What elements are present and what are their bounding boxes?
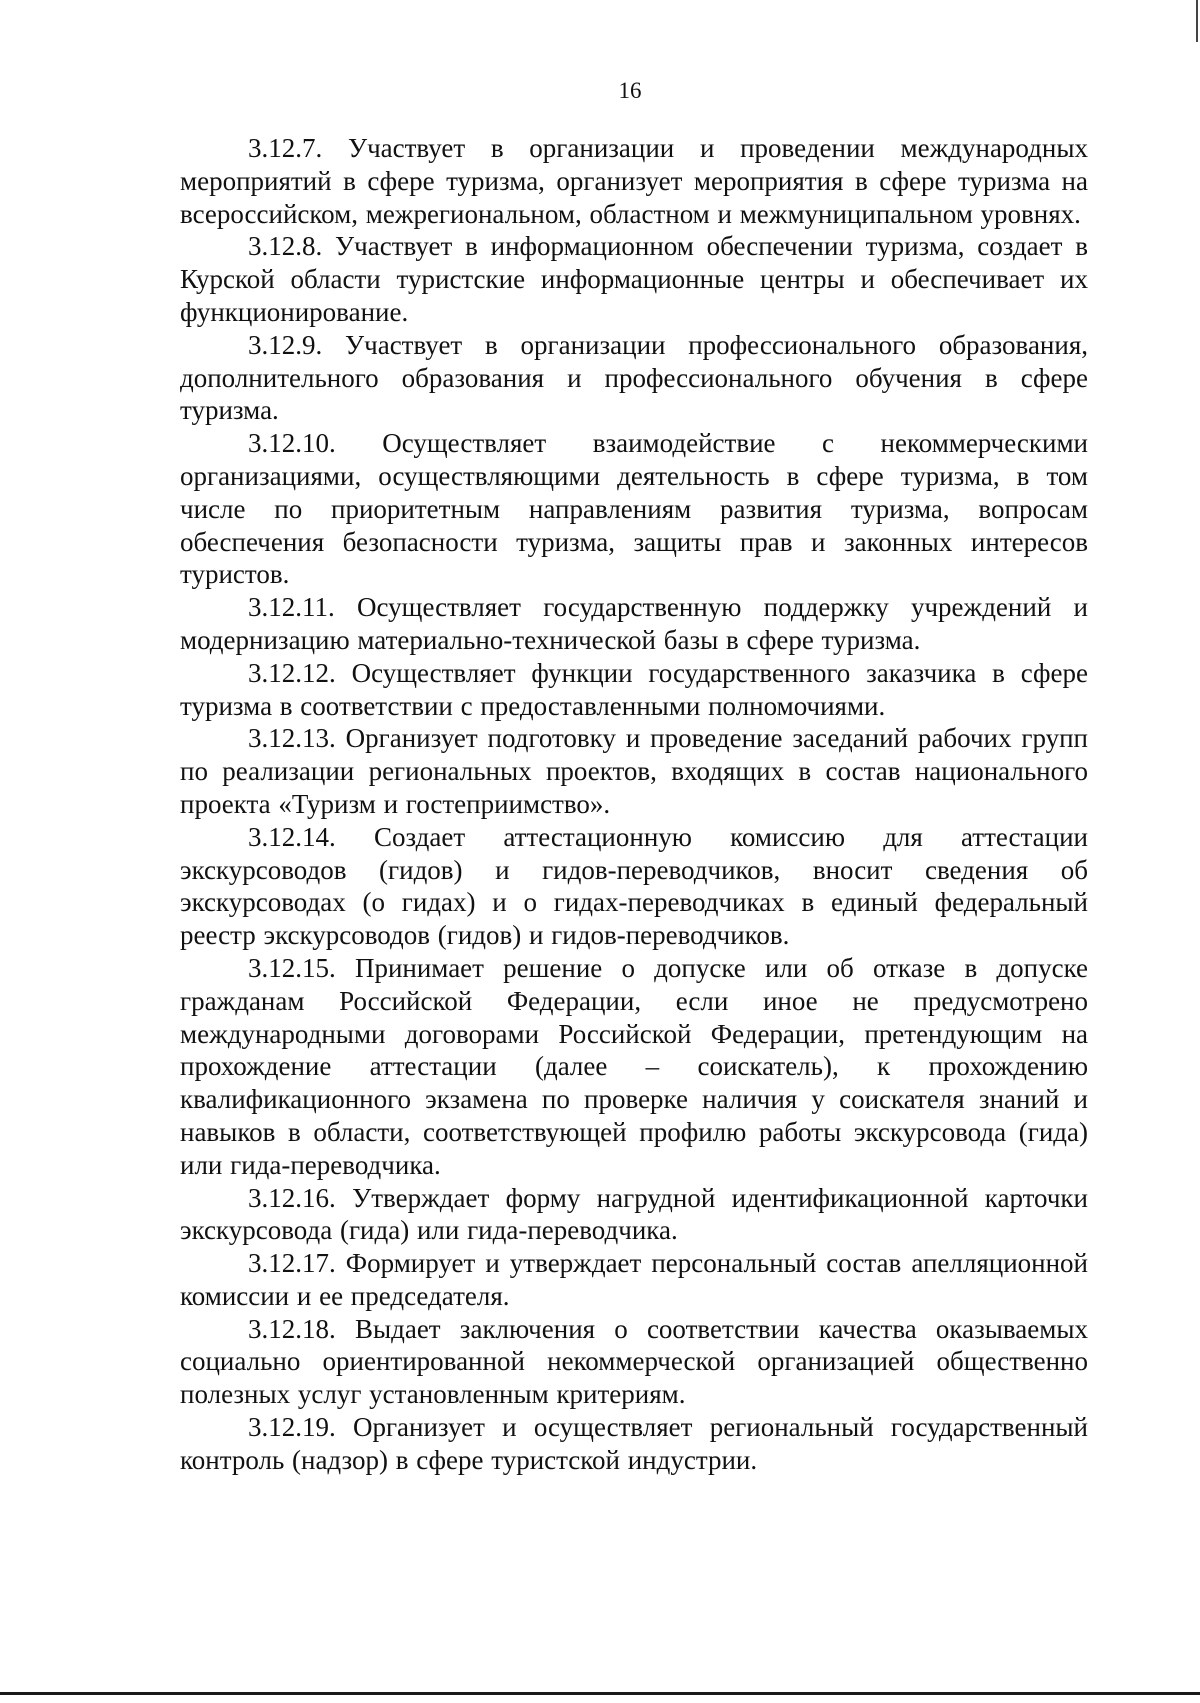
page-number: 16 <box>618 78 642 103</box>
paragraph-3-12-18: 3.12.18. Выдает заключения о соответствии качества оказываемых социально ориентированной некоммерческой организацией общественно полезных услуг установленным критериям. <box>180 1313 1088 1410</box>
paragraph-3-12-16: 3.12.16. Утверждает форму нагрудной идентификационной карточки экскурсовода (гида) или гида-переводчика. <box>180 1182 1088 1246</box>
document-body <box>180 132 1088 1477</box>
paragraph-3-12-19: 3.12.19. Организует и осуществляет региональный государственный контроль (надзор) в сфере туристской индустрии. <box>180 1412 1088 1475</box>
scan-edge-right <box>1196 0 1198 42</box>
paragraph-3-12-13: 3.12.13. Организует подготовку и проведение заседаний рабочих групп по реализации региональных проектов, входящих в состав национального проекта «Туризм и гостеприимство». <box>180 723 1088 819</box>
paragraph-3-12-10: 3.12.10. Осуществляет взаимодействие с некоммерческими организациями, осуществляющими деятельность в сфере туризма, в том числе по приоритетным направлениям развития туризма, вопросам обеспечения безопасности туризма, защиты прав и законных интересов туристов. <box>180 428 1088 590</box>
paragraph-3-12-11: 3.12.11. Осуществляет государственную поддержку учреждений и модернизацию материально-технической базы в сфере туризма. <box>180 592 1088 655</box>
paragraph-3-12-14: 3.12.14. Создает аттестационную комиссию для аттестации экскурсоводов (гидов) и гидов-переводчиков, вносит сведения об экскурсоводах (о гидах) и о гидах-переводчиках в единый федеральный реестр экскурсоводов (гидов) и гидов-переводчиков. <box>180 821 1088 951</box>
paragraph-3-12-15: 3.12.15. Принимает решение о допуске или об отказе в допуске гражданам Российской Федерации, если иное не предусмотрено международными договорами Российской Федерации, претендующим на прохождение аттестации (далее – соискатель), к прохождению квалификационного экзамена по проверке наличия у соискателя знаний и навыков в области, соответствующей профилю работы экскурсовода (гида) или гида-переводчика. <box>180 952 1088 1180</box>
paragraph-3-12-17: 3.12.17. Формирует и утверждает персональный состав апелляционной комиссии и ее председателя. <box>180 1248 1088 1311</box>
scan-edge-bottom <box>0 1692 1200 1695</box>
paragraph-3-12-9: 3.12.9. Участвует в организации профессионального образования, дополнительного образования и профессионального обучения в сфере туризма. <box>180 329 1088 426</box>
paragraph-3-12-12: 3.12.12. Осуществляет функции государственного заказчика в сфере туризма в соответствии с предоставленными полномочиями. <box>180 657 1088 721</box>
paragraph-3-12-8: 3.12.8. Участвует в информационном обеспечении туризма, создает в Курской области туристские информационные центры и обеспечивает их функционирование. <box>180 231 1088 327</box>
paragraph-3-12-7: 3.12.7. Участвует в организации и проведении международных мероприятий в сфере туризма, организует мероприятия в сфере туризма на всероссийском, межрегиональном, областном и межмуниципальном уровнях. <box>180 133 1088 229</box>
